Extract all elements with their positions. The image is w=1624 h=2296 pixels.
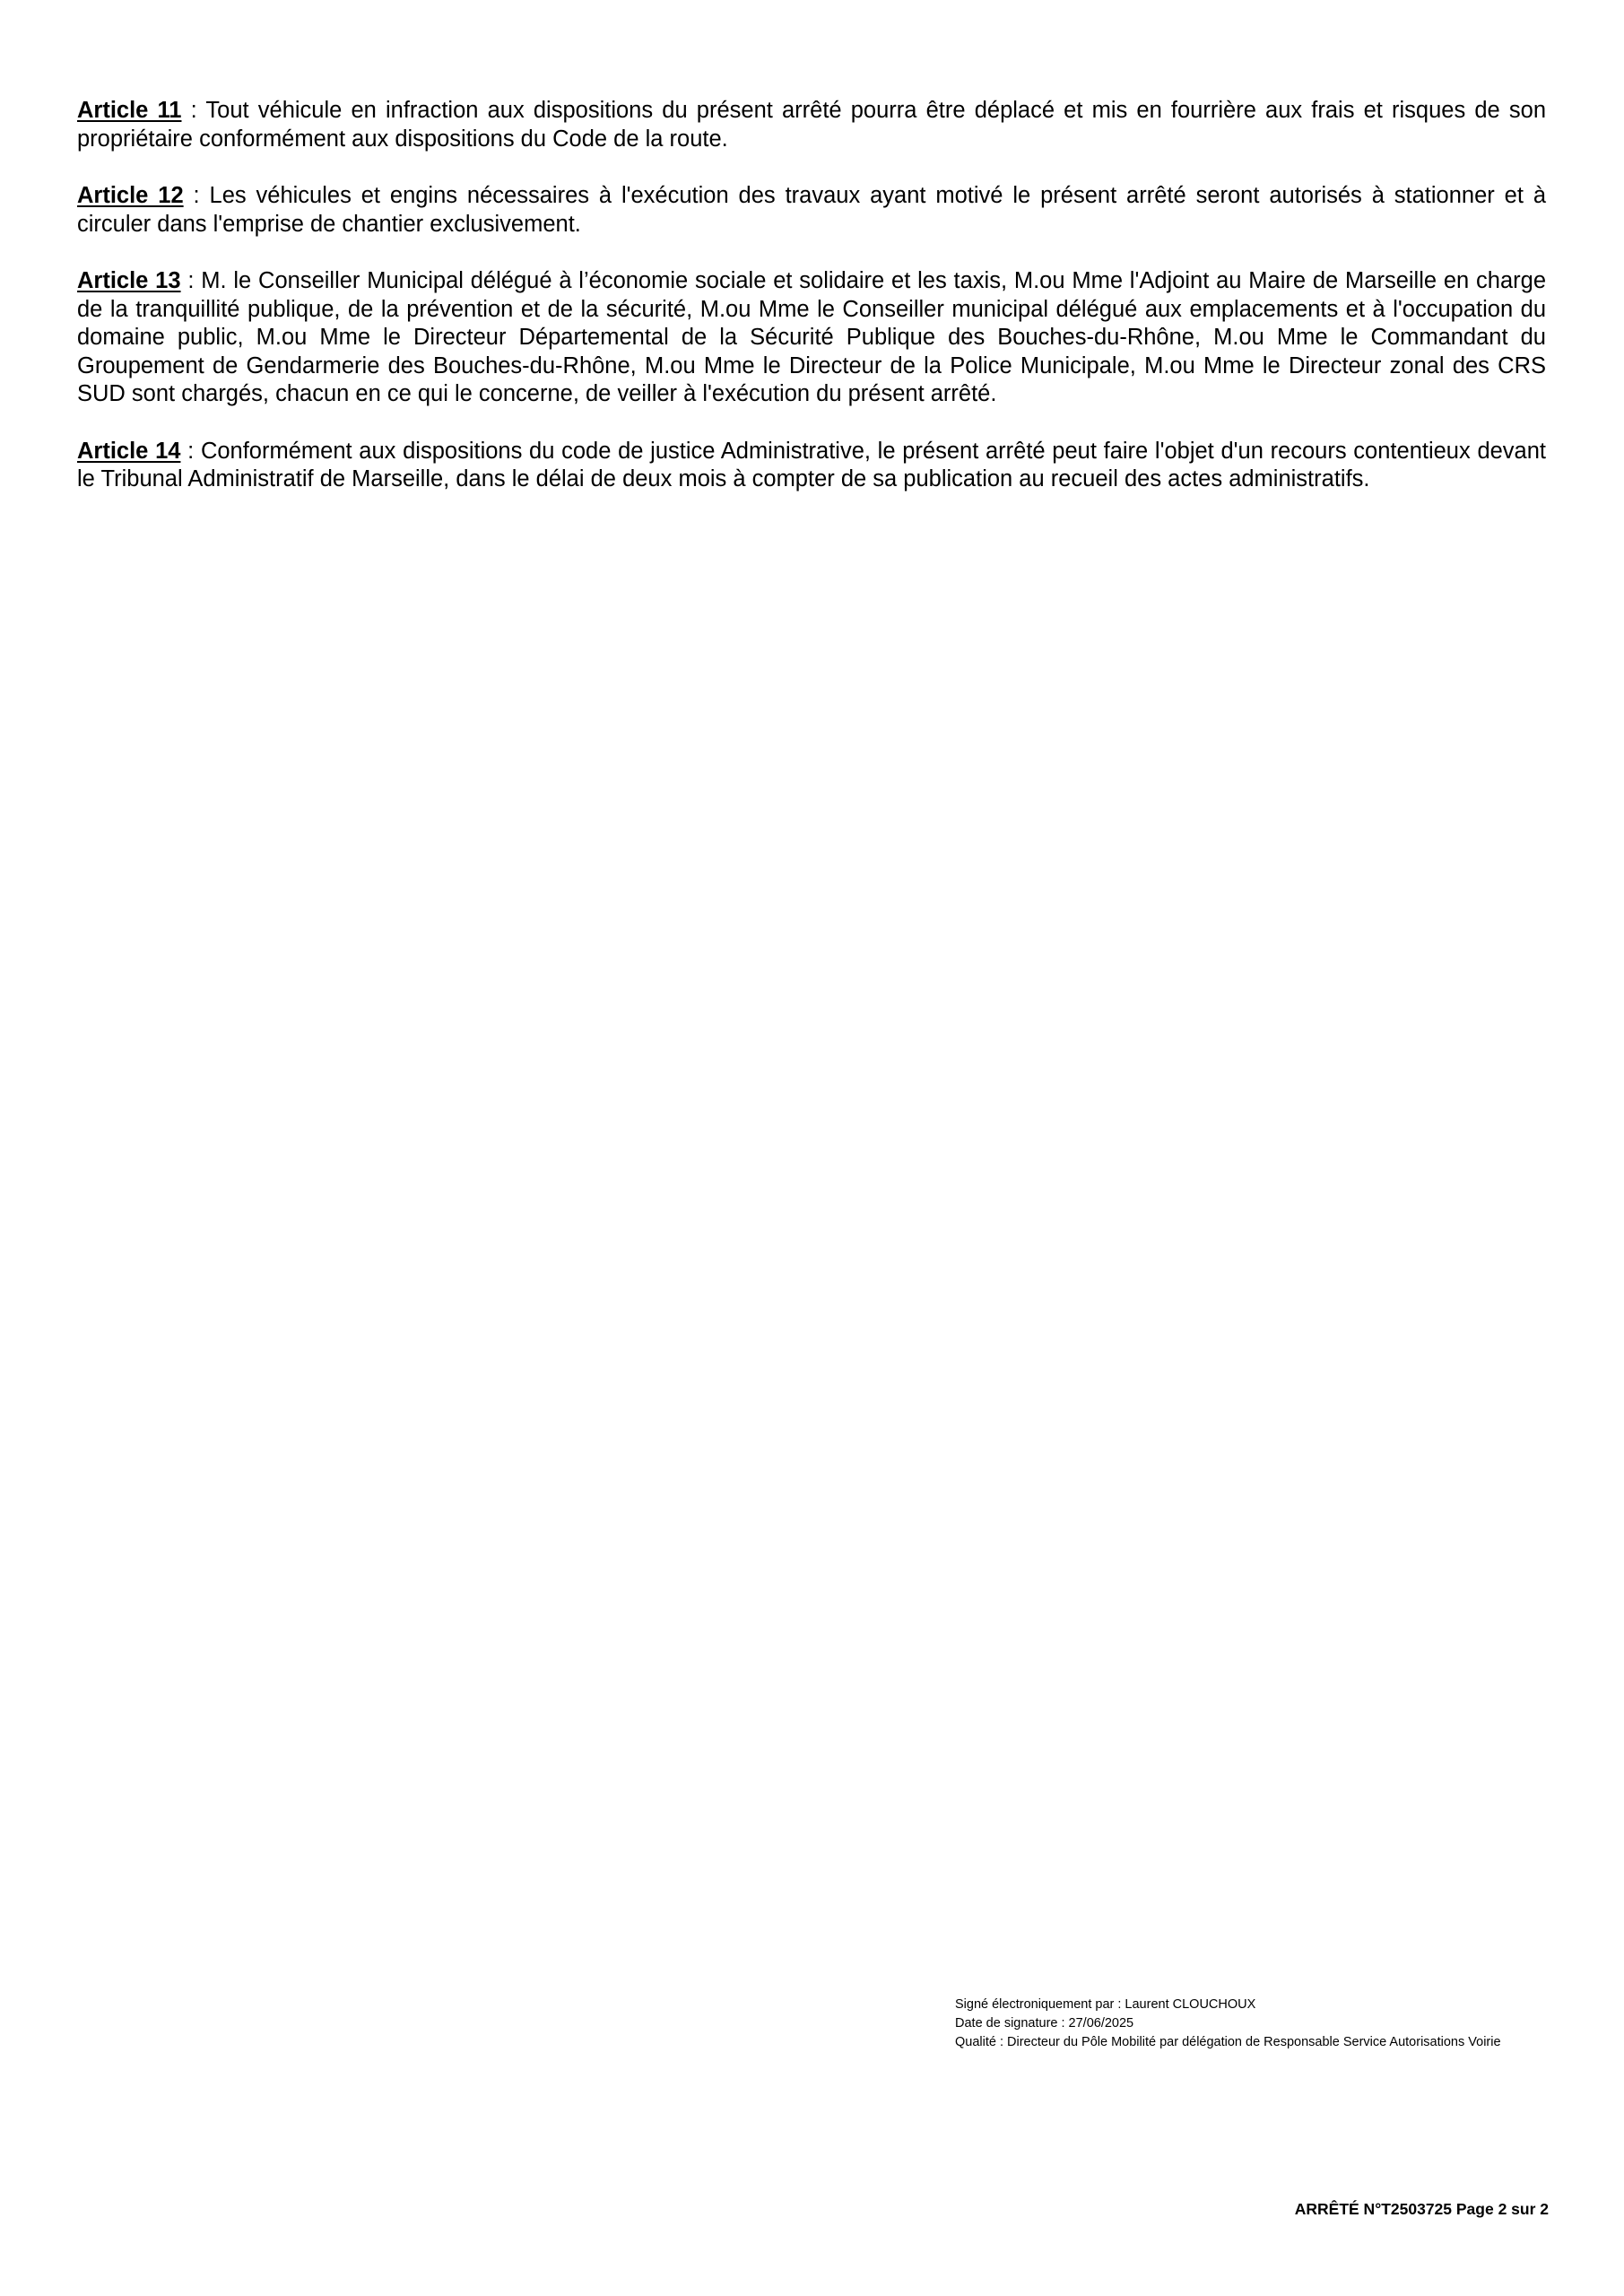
article-separator: : [180,438,201,464]
article-label: Article 12 [77,183,184,208]
signature-signed-by: Signé électroniquement par : Laurent CLOUCHOUX [955,1997,1256,2012]
article-separator: : [180,268,202,293]
article-text: Tout véhicule en infraction aux dispositions du présent arrêté pourra être déplacé et mis en fourrière aux frais et risques de son propriétaire conformément aux dispositions du Code de la route. [77,98,1547,152]
document-body [77,97,1546,523]
article-separator: : [183,183,210,208]
signature-date: Date de signature : 27/06/2025 [955,2016,1134,2031]
article-label: Article 14 [77,438,181,464]
article-text: M. le Conseiller Municipal délégué à l’économie sociale et solidaire et les taxis, M.ou Mme l'Adjoint au Maire de Marseille en charge de la tranquillité publique, de la prévention et de la sécurité, M.ou Mme le Conseiller municipal délégué aux emplacements et à l'occupation du domaine public, M.ou Mme le Directeur Départemental de la Sécurité Publique des Bouches-du-Rhône, M.ou Mme le Commandant du Groupement de Gendarmerie des Bouches-du-Rhône, M.ou Mme le Directeur de la Police Municipale, M.ou Mme le Directeur zonal des CRS SUD sont chargés, chacun en ce qui le concerne, de veiller à l'exécution du présent arrêté. [77,268,1547,406]
article-13 [77,267,1546,409]
article-12 [77,182,1546,239]
page-footer-reference: ARRÊTÉ N°T2503725 Page 2 sur 2 [1294,2200,1549,2218]
article-14 [77,438,1546,494]
electronic-signature-block [955,1996,1501,2052]
signature-quality: Qualité : Directeur du Pôle Mobilité par délégation de Responsable Service Autorisations Voirie [955,2035,1501,2049]
article-11 [77,97,1546,153]
article-text: Conformément aux dispositions du code de justice Administrative, le présent arrêté peut faire l'objet d'un recours contentieux devant le Tribunal Administratif de Marseille, dans le délai de deux mois à compter de sa publication au recueil des actes administratifs. [77,438,1547,491]
article-text: Les véhicules et engins nécessaires à l'exécution des travaux ayant motivé le présent arrêté seront autorisés à stationner et à circuler dans l'emprise de chantier exclusivement. [77,183,1547,237]
article-label: Article 11 [77,98,182,123]
article-separator: : [181,98,206,123]
article-label: Article 13 [77,268,181,293]
